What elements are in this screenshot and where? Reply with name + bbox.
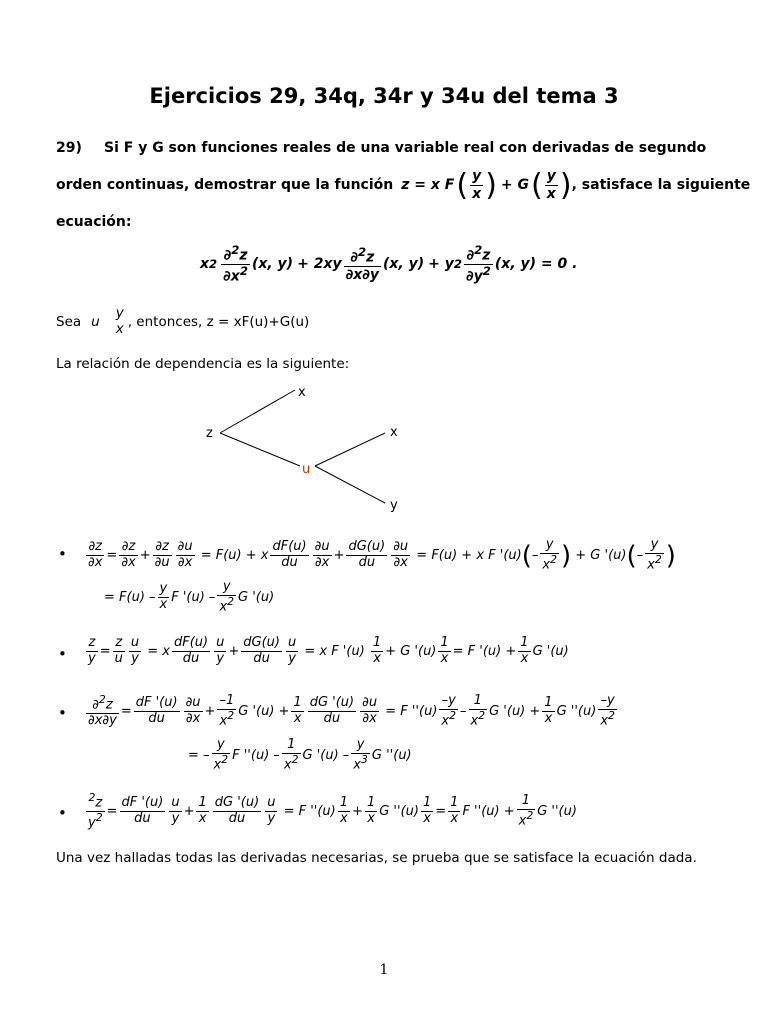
b3-f14: $\frac{y}{x^3}$ (353, 737, 368, 773)
b3-f8: $\frac{-y}{x^2}$ (441, 693, 456, 729)
b3-f5: $\frac{1}{x}$ (293, 695, 302, 727)
bullet-1-formula: $\frac{\partial z}{\partial x}$ = $\frac{\partial z}{\partial x}$ + $\frac{\partial z}{\partial u}$ $\frac{\partial u}{\partial x}$ = F(u) + x $\frac{dF(u)}{du}$ $\frac{\partial u}{\partial x}$ + $\frac{dG(u)}{du}$ $\frac{\partial u}{\partial x}$ = F(u) + x F '(u) ( – $\frac{y}{x^2}$ ) + G '(u) ( – $\frac{y}{x^2}$ ) (88, 537, 676, 573)
paren-close: ) (485, 167, 497, 203)
problem-line-2-end: , satisface la siguiente (571, 177, 751, 193)
b4-f11: $\frac{1}{x^2}$ (518, 793, 534, 829)
eq-sup-2: 2 (453, 257, 463, 272)
eq-args-2: (x, y) (383, 256, 425, 273)
edge-u-y (315, 466, 385, 503)
b3-f7: $\frac{\partial u}{\partial x}$ (362, 695, 378, 727)
b2-f10: $\frac{1}{x}$ (520, 635, 529, 666)
eq-frac-1-num: ∂$^2$z (221, 244, 250, 265)
eq-frac-2 (344, 246, 381, 283)
b4-f10: $\frac{1}{x}$ (450, 795, 459, 827)
b1-f9: $\frac{y}{x^2}$ (542, 537, 557, 573)
node-y: y (390, 498, 398, 513)
node-u: u (302, 462, 311, 477)
bullet-4-symbol: • (58, 804, 67, 822)
problem-line-2 (56, 168, 750, 202)
b4-f6: $\frac{u}{y}$ (267, 795, 276, 827)
paren-open-2: ( (531, 167, 543, 203)
b4-f3: $\frac{u}{y}$ (171, 795, 180, 827)
b3-f9: $\frac{1}{x^2}$ (470, 693, 486, 729)
b4-f9: $\frac{1}{x}$ (422, 795, 432, 827)
b4-f8: $\frac{1}{x}$ (366, 795, 376, 827)
b1-f10: $\frac{y}{x^2}$ (647, 537, 662, 573)
b1-f11: $\frac{y}{x}$ (159, 581, 168, 613)
bullet-1-line-2: = F(u) – $\frac{y}{x}$ F '(u) – $\frac{y}{x^2}$ G '(u) (104, 579, 275, 615)
b2-f1: $\frac{z}{y}$ (88, 635, 96, 666)
b3-f12: $\frac{y}{x^2}$ (213, 737, 229, 773)
relation-text: La relación de dependencia es la siguiente: (56, 356, 350, 372)
z-formula-lhs: z = x F (401, 177, 455, 193)
eq-args-1: (x, y) (251, 256, 294, 273)
sea-u: u (91, 313, 100, 330)
eq-sup: 2 (209, 257, 218, 272)
bullet-3-symbol: • (58, 704, 67, 722)
sea-word: Sea (56, 313, 82, 330)
b3-f6: $\frac{dG '(u)}{du}$ (309, 695, 355, 727)
b2-f2: $\frac{z}{u}$ (114, 635, 123, 666)
main-equation (200, 244, 577, 285)
eq-end: (x, y) = 0 . (494, 256, 578, 273)
edge-u-x (315, 433, 385, 466)
b3-f3: $\frac{\partial u}{\partial x}$ (185, 695, 201, 727)
b1-f4: $\frac{\partial u}{\partial x}$ (177, 539, 193, 571)
b1-f7: $\frac{dG(u)}{du}$ (348, 539, 386, 571)
b1-f2: $\frac{\partial z}{\partial x}$ (121, 539, 136, 571)
problem-line-1: Si F y G son funciones reales de una variable real con derivadas de segundo (104, 140, 707, 156)
b3-f11: $\frac{-y}{x^2}$ (600, 693, 615, 729)
sea-frac-num: y (115, 305, 124, 321)
eq-frac-3-den: $\partial y^2$ (466, 263, 491, 285)
node-z: z (206, 426, 213, 441)
frac-num: y (472, 168, 482, 185)
b4-f7: $\frac{1}{x}$ (339, 795, 349, 827)
eq-plus-2xy: + 2xy (297, 256, 342, 273)
b3-f1: $\frac{\partial^2z}{\partial x\partial y}$ (88, 693, 117, 729)
dependency-tree (190, 378, 420, 518)
b1-f12: $\frac{y}{x^2}$ (219, 579, 235, 615)
problem-line-3: ecuación: (56, 214, 132, 230)
sea-fraction (114, 306, 126, 337)
b3-f2: $\frac{dF '(u)}{du}$ (135, 695, 178, 727)
b4-f4: $\frac{1}{x}$ (198, 795, 207, 827)
b4-f1: $\frac{^2z}{y^2}$ (88, 791, 103, 831)
b2-f9: $\frac{1}{x}$ (440, 635, 449, 666)
problem-number: 29) (56, 140, 82, 156)
eq-frac-3 (464, 244, 493, 285)
y-over-x-fraction (470, 168, 483, 201)
sea-frac-den: x (115, 320, 124, 337)
problem-line-2-text: orden continuas, demostrar que la función (56, 177, 394, 193)
frac-den: x (472, 185, 482, 202)
eq-frac-2-num: ∂$^2$z (344, 246, 381, 267)
eq-plus-y: + y (428, 256, 454, 273)
bullet-3-line-2: = – $\frac{y}{x^2}$ F ''(u) – $\frac{1}{x^2}$ G '(u) – $\frac{y}{x^3}$ G ''(u) (188, 737, 412, 773)
edge-z-x (220, 390, 295, 433)
eq-frac-2-den: ∂x∂y (345, 266, 379, 283)
bullet-3-formula: $\frac{\partial^2z}{\partial x\partial y}$ = $\frac{dF '(u)}{du}$ $\frac{\partial u}{\partial x}$ + $\frac{-1}{x^2}$ G '(u) + $\frac{1}{x}$ $\frac{dG '(u)}{du}$ $\frac{\partial u}{\partial x}$ = F ''(u) $\frac{-y}{x^2}$ – $\frac{1}{x^2}$ G '(u) + $\frac{1}{x}$ G ''(u) $\frac{-y}{x^2}$ (88, 693, 615, 729)
paren-open: ( (456, 167, 469, 203)
node-x-right: x (390, 425, 398, 440)
plus-g: + G (500, 177, 530, 193)
b3-f4: $\frac{-1}{x^2}$ (219, 693, 235, 729)
frac-den-2: x (546, 185, 556, 202)
edge-z-u (220, 433, 300, 466)
b1-f1: $\frac{\partial z}{\partial x}$ (88, 539, 103, 571)
bullet-2-symbol: • (58, 645, 67, 663)
b4-f2: $\frac{dF '(u)}{du}$ (121, 795, 164, 827)
b4-f5: $\frac{dG '(u)}{du}$ (214, 795, 260, 827)
b1-f3: $\frac{\partial z}{\partial u}$ (154, 539, 170, 571)
b2-f4: $\frac{dF(u)}{du}$ (173, 635, 209, 666)
eq-frac-3-num: ∂$^2$z (464, 244, 493, 265)
b2-f7: $\frac{u}{y}$ (287, 635, 297, 666)
sea-line (56, 306, 309, 337)
b2-f5: $\frac{u}{y}$ (216, 635, 225, 666)
bullet-1-symbol: • (58, 545, 67, 563)
b2-f6: $\frac{dG(u)}{du}$ (243, 635, 280, 666)
b3-f13: $\frac{1}{x^2}$ (283, 737, 299, 773)
b1-f5: $\frac{dF(u)}{du}$ (272, 539, 307, 571)
node-x-top: x (298, 385, 306, 400)
bullet-2-formula: $\frac{z}{y}$ = $\frac{z}{u}$ $\frac{u}{y}$ = x $\frac{dF(u)}{du}$ $\frac{u}{y}$ + $\frac{dG(u)}{du}$ $\frac{u}{y}$ = x F '(u) $\frac{1}{x}$ + G '(u) $\frac{1}{x}$ = F '(u) + $\frac{1}{x}$ G '(u) (88, 635, 569, 666)
eq-frac-1-den: $\partial x^2$ (223, 263, 248, 285)
conclusion-text: Una vez halladas todas las derivadas necesarias, se prueba que se satisface la ecuación dada. (56, 850, 697, 866)
page-title: Ejercicios 29, 34q, 34r y 34u del tema 3 (149, 84, 619, 108)
paren-close-2: ) (559, 167, 572, 203)
b1-f6: $\frac{\partial u}{\partial x}$ (314, 539, 330, 571)
bullet-4-formula: $\frac{^2z}{y^2}$ = $\frac{dF '(u)}{du}$ $\frac{u}{y}$ + $\frac{1}{x}$ $\frac{dG '(u)}{du}$ $\frac{u}{y}$ = F ''(u) $\frac{1}{x}$ + $\frac{1}{x}$ G ''(u) $\frac{1}{x}$ = $\frac{1}{x}$ F ''(u) + $\frac{1}{x^2}$ G ''(u) (88, 791, 577, 831)
eq-frac-1 (221, 244, 250, 285)
sea-rest: , entonces, z = xF(u)+G(u) (127, 313, 310, 330)
b2-f3: $\frac{u}{y}$ (130, 635, 140, 666)
eq-x: x (200, 256, 210, 273)
frac-num-2: y (546, 168, 556, 185)
b3-f10: $\frac{1}{x}$ (544, 695, 553, 727)
b2-f8: $\frac{1}{x}$ (372, 635, 382, 666)
b1-f8: $\frac{\partial u}{\partial x}$ (393, 539, 409, 571)
page-number: 1 (379, 962, 389, 978)
y-over-x-fraction-2 (545, 168, 558, 201)
